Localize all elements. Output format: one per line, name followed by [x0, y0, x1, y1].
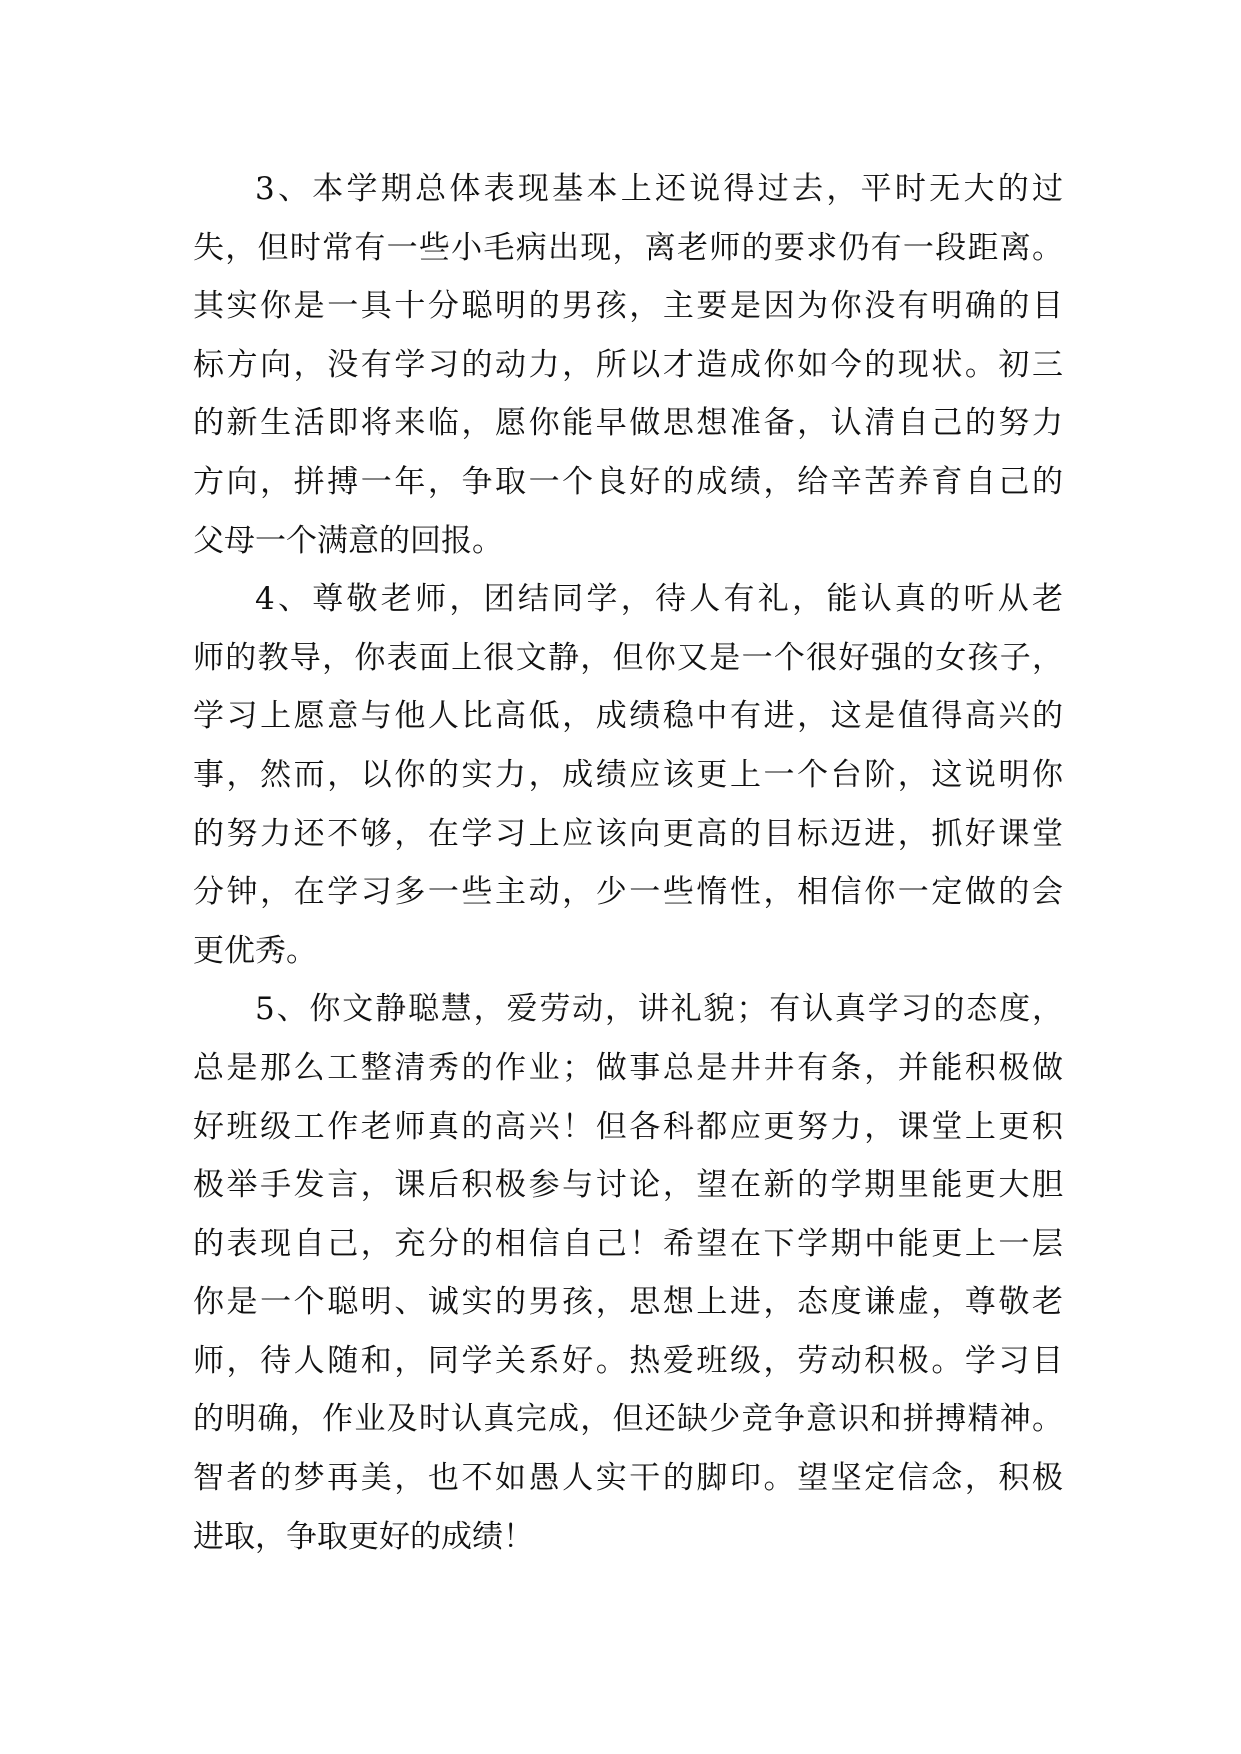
- text-line: 3、本学期总体表现基本上还说得过去，平时无大的过: [255, 171, 1063, 207]
- text-line: 的新生活即将来临，愿你能早做思想准备，认清自己的努力: [193, 405, 1063, 442]
- text-line: 方向，拼搏一年，争取一个良好的成绩，给辛苦养育自己的: [193, 463, 1063, 500]
- text-line: 5、你文静聪慧，爱劳动，讲礼貌；有认真学习的态度，: [255, 991, 1063, 1028]
- text-line: 的明确，作业及时认真完成，但还缺少竞争意识和拼搏精神。: [193, 1401, 1063, 1438]
- paragraph-5: [193, 980, 1063, 1566]
- paragraph-4: [193, 570, 1063, 980]
- text-line: 的努力还不够，在学习上应该向更高的目标迈进，抓好课堂: [193, 815, 1063, 852]
- text-line: 失，但时常有一些小毛病出现，离老师的要求仍有一段距离。: [193, 229, 1063, 266]
- text-line: 其实你是一具十分聪明的男孩，主要是因为你没有明确的目: [193, 288, 1063, 325]
- text-line: 学习上愿意与他人比高低，成绩稳中有进，这是值得高兴的: [193, 698, 1063, 735]
- text-line: 标方向，没有学习的动力，所以才造成你如今的现状。初三: [193, 346, 1063, 383]
- text-line: 分钟，在学习多一些主动，少一些惰性，相信你一定做的会: [193, 874, 1063, 911]
- text-line: 智者的梦再美，也不如愚人实干的脚印。望坚定信念，积极: [193, 1460, 1063, 1497]
- text-line: 父母一个满意的回报。: [193, 522, 503, 559]
- document-body: [193, 160, 1063, 1566]
- text-line: 进取，争取更好的成绩！: [193, 1518, 534, 1555]
- text-line: 你是一个聪明、诚实的男孩，思想上进，态度谦虚，尊敬老: [193, 1284, 1063, 1321]
- text-line: 更优秀。: [193, 932, 317, 969]
- text-line: 事，然而，以你的实力，成绩应该更上一个台阶，这说明你: [193, 756, 1063, 793]
- text-line: 好班级工作老师真的高兴！但各科都应更努力，课堂上更积: [193, 1108, 1063, 1145]
- text-line: 师的教导，你表面上很文静，但你又是一个很好强的女孩子，: [193, 639, 1063, 676]
- text-line: 4、尊敬老师，团结同学，待人有礼，能认真的听从老: [255, 581, 1063, 618]
- text-line: 师，待人随和，同学关系好。热爱班级，劳动积极。学习目: [193, 1342, 1063, 1379]
- text-line: 极举手发言，课后积极参与讨论，望在新的学期里能更大胆: [193, 1167, 1063, 1204]
- text-line: 总是那么工整清秀的作业；做事总是井井有条，并能积极做: [193, 1049, 1063, 1086]
- paragraph-3: [193, 160, 1063, 570]
- text-line: 的表现自己，充分的相信自己！希望在下学期中能更上一层: [193, 1225, 1063, 1262]
